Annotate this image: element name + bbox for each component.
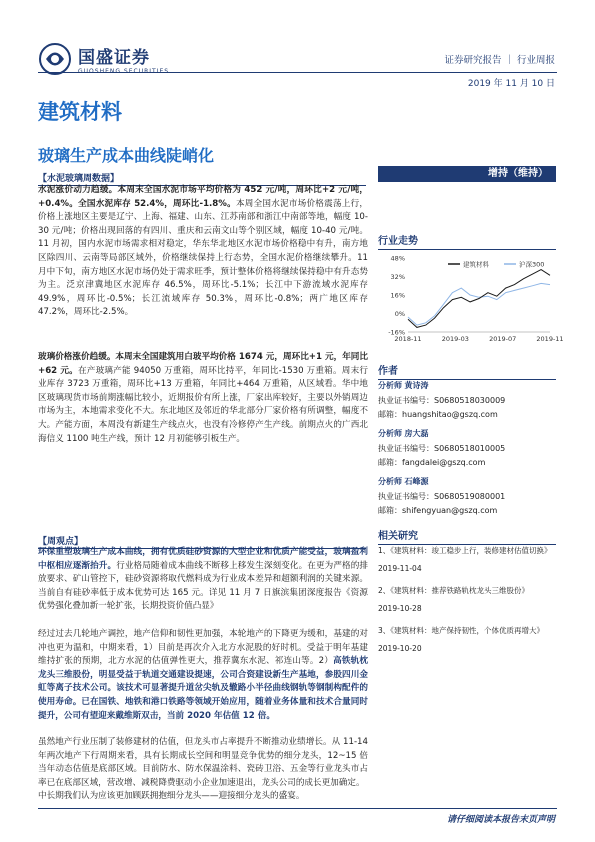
analyst-cert: 执业证书编号：S0680519080001 (378, 492, 506, 501)
page-subtitle: 玻璃生产成本曲线陡峭化 (38, 146, 215, 165)
paragraph-focus-1-lead: 环保重塑玻璃生产成本曲线，拥有优质硅砂资源的大型企业和优质产能受益，玻璃盈利中枢相应逐渐抬升。 (38, 547, 368, 571)
y-tick-label: 16% (390, 291, 405, 300)
analyst-entry (378, 428, 556, 468)
analyst-role: 分析师 (378, 381, 402, 390)
trend-heading: 行业走势 (378, 232, 556, 250)
paragraph-focus-2-lead: 高铁轨枕龙头三维股份，明显受益于轨道交通建设提速，公司合资建设新生产基地，参股四川金虹等离子技术公司。该技术可显著提升道岔尖轨及辙路小半径曲线钢轨等钢制构配件的使用寿命。已在国铁、地铁和港口铁路等领域开始应用，随着业务体量和技术合量同时提升，公司有望迎来戴维斯双击，当前 2020 年估值 12 倍。 (38, 656, 368, 721)
page-title: 建筑材料 (38, 100, 122, 124)
paragraph-focus-3: 虽然地产行业压制了装修建材的估值，但龙头市占率提升不断推动业绩增长。从 11-14 年两次地产下行周期来看，具有长期成长空间和明显竞争优势的细分龙头，12~15 倍当年动态估值是底部区域。目前防水、防水保温涂料、瓷砖卫浴、五金等行业龙头市占率已在底部区域，营改增、减税降费驱动小企业加速退出，龙头公司的成长更加确定。 (38, 737, 368, 788)
related-item-title: 1、《建筑材料：竣工稳步上行，装修建材估值切换》 (378, 546, 552, 555)
related-list (378, 545, 556, 653)
analyst-cert: 执业证书编号：S0680518010005 (378, 444, 506, 453)
y-tick-label: 0% (394, 310, 405, 318)
x-tick-label: 2018-11 (394, 335, 422, 343)
related-item-date: 2019-11-04 (378, 564, 422, 573)
y-tick-label: 48% (390, 254, 405, 263)
series-line-1 (408, 283, 550, 325)
paragraph-cement (38, 184, 368, 320)
related-heading: 相关研究 (378, 527, 556, 545)
x-tick-label: 2019-11 (536, 335, 564, 343)
analyst-list (378, 380, 556, 516)
report-type: 证券研究报告 ｜ 行业周报 (444, 55, 555, 66)
logo-mark-icon (38, 42, 72, 76)
analyst-name: 黄诗涛 (404, 381, 429, 390)
paragraph-glass (38, 351, 368, 446)
analyst-email: 邮箱：shifengyuan@gszq.com (378, 506, 498, 515)
paragraph-focus-2 (38, 628, 368, 723)
related-item-title: 3、《建筑材料：地产保持韧性，个体优质再增大》 (378, 626, 545, 635)
footer-disclaimer: 请仔细阅读本报告末页声明 (446, 815, 555, 825)
analyst-name: 石峰源 (404, 477, 429, 486)
x-tick-label: 2019-07 (489, 335, 517, 343)
trend-chart-svg (378, 250, 564, 350)
x-tick-label: 2019-03 (441, 335, 469, 343)
related-item-date: 2019-10-20 (378, 644, 422, 653)
y-tick-label: 32% (390, 273, 405, 281)
section-tag-weekly-view: 【周观点】 (38, 534, 366, 549)
company-logo (38, 42, 169, 76)
paragraph-glass-body: 在产玻璃产能 94050 万重箱，周环比持平，年同比-1530 万重箱。周末行业库存 3723 万重箱，周环比+13 万重箱，年同比+464 万重箱，从区域看。华中地区玻璃现货市场前期涨幅比较小，近期报价有所上涨，厂家出库较好，主要以外销周边市场为主，本地需求变化不大。东北地区及邻近的华北部分厂家价格有所调整，幅度不大。产能方面，本周没有新建生产线点火，也没有冷修停产生产线。前期点火的广西北海信义 1100 吨生产线，预计 12 月初能够引板生产。 (38, 365, 368, 444)
legend-label: 建筑材料 (463, 260, 489, 269)
related-item[interactable] (378, 625, 556, 653)
logo-text-cn: 国盛证券 (78, 48, 150, 68)
analyst-entry (378, 380, 556, 420)
legend-label: 沪深300 (519, 260, 545, 269)
paragraph-glass-lead: 玻璃价格涨价趋缓。本周末全国建筑用白玻平均价格 1674 元，周环比+1 元，年同比+62 元。 (38, 352, 368, 376)
authors-heading: 作者 (378, 362, 556, 380)
related-item[interactable] (378, 545, 556, 573)
section-tag-weekly-data: 【水泥玻璃周数据】 (38, 171, 366, 186)
paragraph-focus-2-body: 经过过去几轮地产调控，地产信仰和韧性更加强，本轮地产的下降更为缓和，基建的对冲也更为温和，中期来看，1）目前是再次介入北方水泥股的好时机。受益于明年基建维持扩张的预期，北方水泥的估值弹性更大，推荐冀东水泥、祁连山等。2） (38, 629, 368, 667)
analyst-role: 分析师 (378, 477, 402, 486)
analyst-email: 邮箱：huangshitao@gszq.com (378, 410, 498, 419)
analyst-role: 分析师 (378, 429, 402, 438)
trend-chart (378, 250, 564, 350)
paragraph-focus-4: 中长期我们认为应该更加顾跃拥抱细分龙头——迎接细分龙头的盛宴。 (38, 791, 305, 801)
analyst-cert: 执业证书编号：S0680518030009 (378, 396, 506, 405)
paragraph-focus-1 (38, 546, 368, 614)
report-date: 2019 年 11 月 10 日 (467, 79, 555, 89)
related-item-title: 2、《建筑材料：推荐铁路轨枕龙头三维股份》 (378, 586, 530, 595)
header-divider (38, 72, 557, 73)
paragraph-cement-lead: 水泥涨价动力趋缓。本周末全国水泥市场平均价格为 452 元/吨，周环比+2 元/吨，+0.4%。全国水泥库存 52.4%，周环比-1.8%。 (38, 185, 368, 209)
analyst-entry (378, 476, 556, 516)
related-item-date: 2019-10-28 (378, 604, 422, 613)
rating-badge: 增持（维持） (378, 166, 556, 182)
related-item[interactable] (378, 585, 556, 596)
footer-divider (38, 808, 557, 809)
y-tick-label: -16% (388, 328, 405, 337)
analyst-email: 邮箱：fangdalei@gszq.com (378, 458, 486, 467)
paragraph-cement-body: 本周全国水泥市场价格震荡上行，价格上涨地区主要是辽宁、上海、福建、山东、江苏南部和浙江中南部等地，幅度 10-30 元/吨；价格出现回落的有四川、重庆和云南文山等个别区域，幅度 10-40 元/吨。11 月初，国内水泥市场需求相对稳定，华东华北地区水泥市场价格稳中有升，南方地区除四川、云南等局部区域外，价格继续保持上行态势，全国水泥价格继续攀升。11 月中下旬，南方地区水泥市场仍处于需求旺季，预计整体价格将继续保持稳中有升态势为主。泛京津冀地区水泥库存 46.5%，周环比-5.1%；长江中下游流域水泥库存 49.9%，周环比-0.5%；长江流域库存 50.3%，周环比-0.8%；两广地区库存 47.2%，周环比-2.5%。 (38, 198, 368, 318)
paragraph-focus-1-body: 行业格局随着成本曲线不断移上移发生深刻变化。在更为严格的排放要求、矿山管控下，硅砂资源将取代燃料成为行业成本差异和超额利润的关键来源。当前自有硅砂率低于成本优势可达 165 元。详见 11 月 7 日旗滨集团深度报告《资源优势强化叠加新一轮扩张，长期投资价值凸显》 (38, 560, 368, 612)
analyst-name: 房大磊 (404, 429, 429, 438)
series-line-0 (408, 270, 550, 328)
